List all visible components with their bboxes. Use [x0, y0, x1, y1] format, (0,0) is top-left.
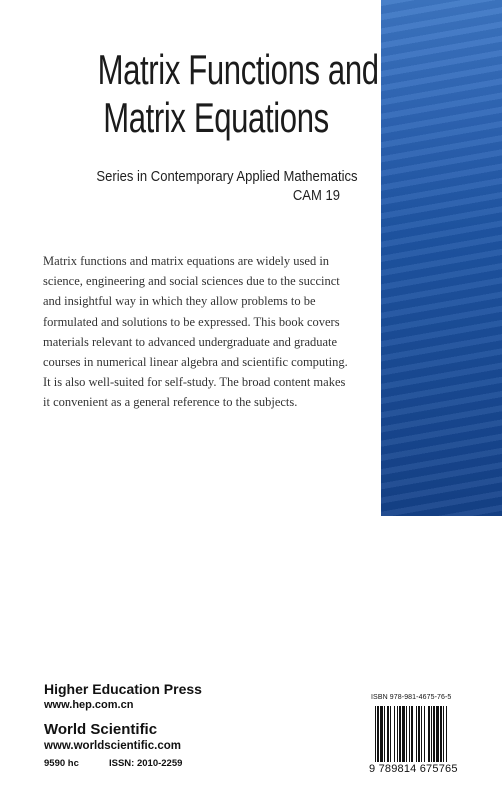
title-line-1: Matrix Functions and: [97, 46, 379, 93]
catalog-code: 9590 hc: [44, 758, 79, 769]
barcode: [371, 687, 477, 784]
description-line: formulated and solutions to be expressed. This book covers: [43, 314, 340, 329]
series-name: Series in Contemporary Applied Mathematics: [96, 168, 358, 185]
description-line: science, engineering and social sciences due to the succinct: [43, 274, 340, 289]
description-line: and insightful way in which they allow problems to be: [43, 294, 316, 309]
publisher-hep-name: Higher Education Press: [44, 681, 202, 697]
publisher-hep-url: www.hep.com.cn: [44, 699, 134, 711]
blue-decorative-band: [381, 0, 502, 516]
description-line: It is also well-suited for self-study. The broad content makes: [43, 375, 346, 390]
issn-number: ISSN: 2010-2259: [109, 758, 183, 769]
book-description: [43, 251, 373, 413]
series-info: [96, 167, 358, 205]
title-line-2: Matrix Equations: [103, 94, 329, 141]
book-title: [97, 46, 379, 142]
publisher-ws-name: World Scientific: [44, 721, 158, 738]
description-line: courses in numerical linear algebra and scientific computing.: [43, 355, 348, 370]
publisher-ws-url: www.worldscientific.com: [44, 740, 181, 752]
description-line: materials relevant to advanced undergraduate and graduate: [43, 334, 338, 349]
description-line: Matrix functions and matrix equations are widely used in: [43, 254, 330, 268]
barcode-bars-icon: [371, 706, 477, 766]
description-line: it convenient as a general reference to the subjects.: [43, 395, 298, 410]
series-volume: CAM 19: [292, 187, 340, 204]
isbn-label: ISBN 978-981-4675-76-5: [371, 694, 452, 701]
barcode-digits: 9 789814 675765: [369, 763, 458, 775]
